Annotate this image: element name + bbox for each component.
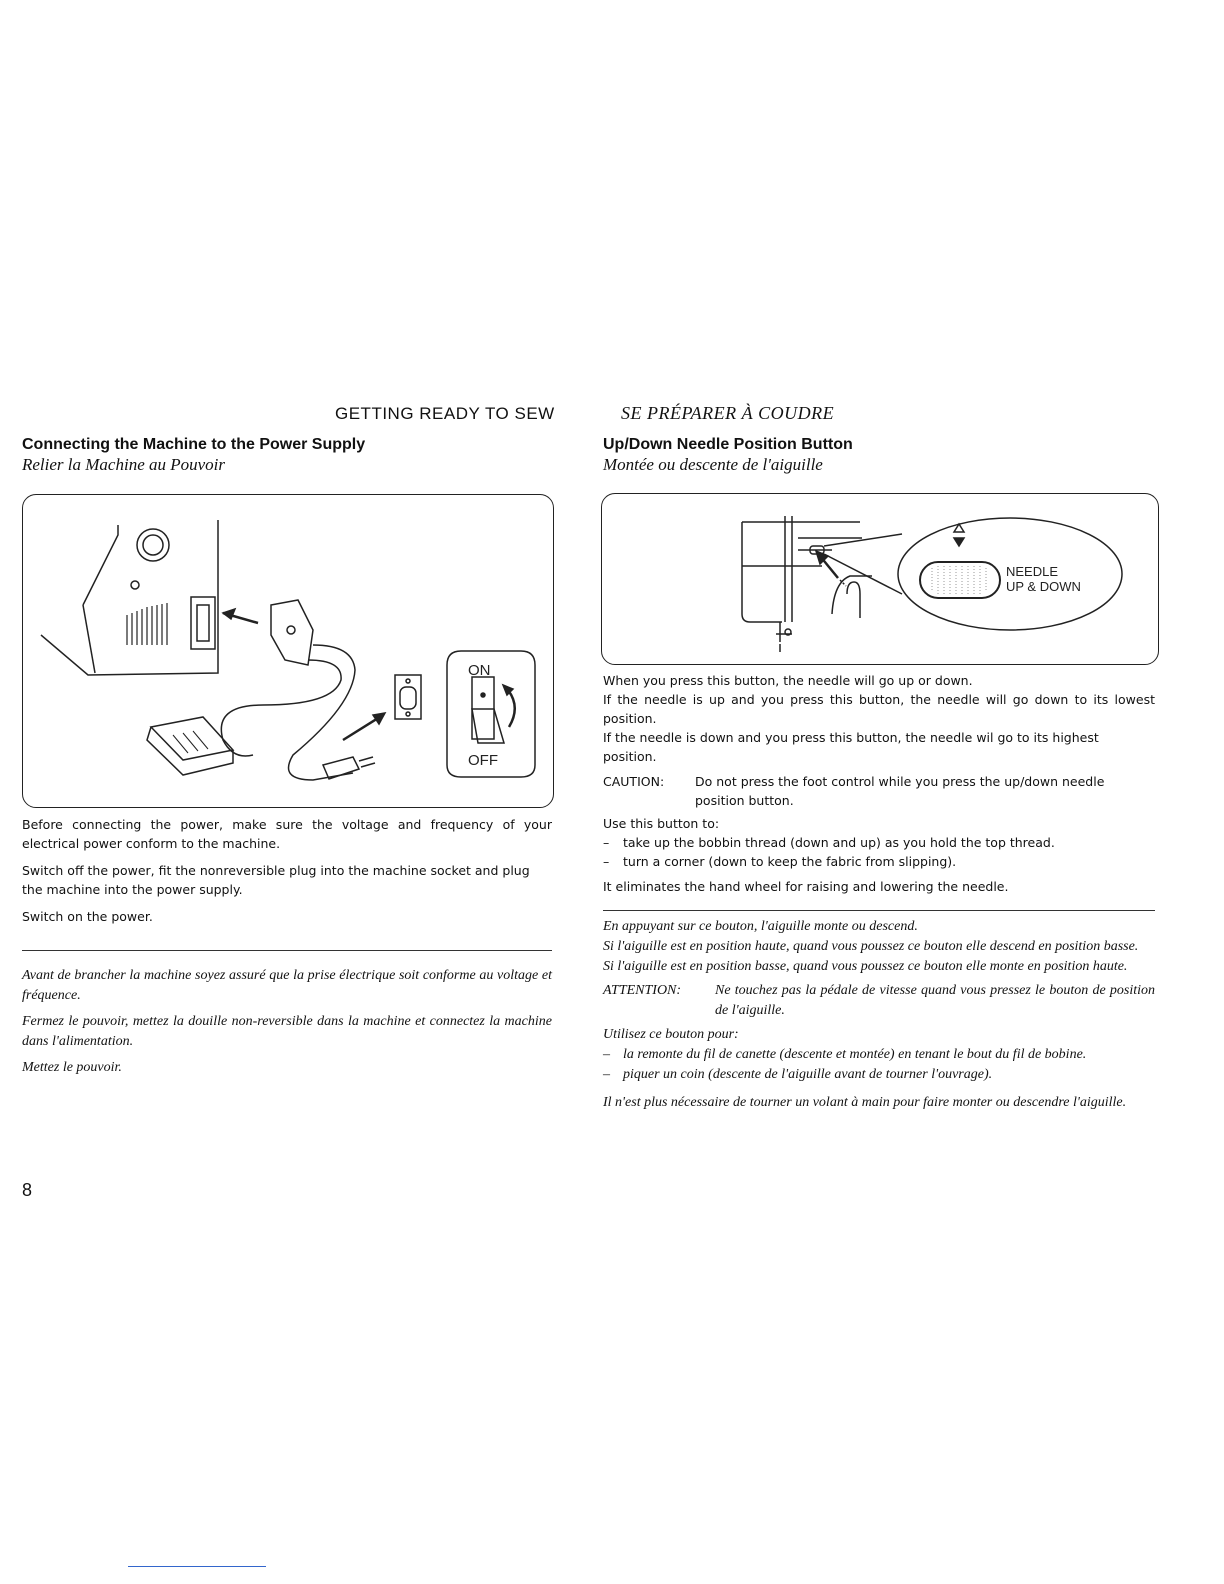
paragraph: Mettez le pouvoir. (22, 1060, 122, 1075)
power-supply-heading (22, 436, 562, 475)
paragraph: Switch off the power, fit the nonreversible plug into the machine socket and plug the machine into the power supply. (22, 863, 530, 897)
paragraph: If the needle is down and you press this button, the needle wil go to its highest position. (603, 730, 1099, 764)
needle-instructions-en (603, 671, 1155, 896)
list-item-text: piquer un coin (descente de l'aiguille avant de tourner l'ouvrage). (623, 1067, 993, 1082)
paragraph: Before connecting the power, make sure the voltage and frequency of your electrical power conform to the machine. (22, 817, 552, 851)
power-supply-heading-en: Connecting the Machine to the Power Supply (22, 436, 366, 453)
list-dash: – (603, 1067, 610, 1082)
button-texture (932, 566, 986, 594)
divider (22, 950, 552, 951)
list-item-text: take up the bobbin thread (down and up) as you hold the top thread. (623, 835, 1055, 850)
switch-on-label: ON (468, 662, 491, 679)
section-title-fr: SE PRÉPARER À COUDRE (621, 403, 835, 423)
down-arrow-icon (954, 538, 964, 546)
screw-icon (131, 581, 139, 589)
needle-button-figure (601, 493, 1159, 665)
machine-plug-icon (271, 600, 313, 665)
needle-button-heading-en: Up/Down Needle Position Button (603, 436, 853, 453)
foot-control-cord (221, 660, 341, 756)
machine-head-outline (742, 522, 782, 622)
paragraph: It eliminates the hand wheel for raising and lowering the needle. (603, 879, 1009, 894)
caution-label: CAUTION: (603, 774, 665, 789)
paragraph: En appuyant sur ce bouton, l'aiguille monte ou descend. (603, 919, 918, 934)
button-label-up-down: UP & DOWN (1006, 579, 1081, 594)
list-dash: – (603, 1047, 610, 1062)
switch-off-label: OFF (468, 752, 498, 769)
list-item (603, 852, 1155, 871)
divider (603, 910, 1155, 911)
wall-plug-icon (323, 757, 359, 779)
list-item (603, 1065, 1155, 1085)
list-item (603, 1045, 1155, 1065)
vent-grille-icon (127, 603, 167, 645)
button-label-needle: NEEDLE (1006, 564, 1059, 579)
power-instructions-en (22, 815, 552, 926)
power-connection-figure (22, 494, 554, 808)
foot-control-icon (151, 717, 233, 760)
paragraph: If the needle is up and you press this button, the needle will go down to its lowest position. (603, 692, 1155, 726)
power-supply-heading-fr: Relier la Machine au Pouvoir (22, 455, 226, 474)
page-number: 8 (22, 1180, 33, 1200)
paragraph: When you press this button, the needle will go up or down. (603, 673, 973, 688)
power-instructions-fr (22, 966, 552, 1078)
paragraph: Il n'est plus nécessaire de tourner un volant à main pour faire monter ou descendre l'aiguille. (603, 1095, 1127, 1110)
paragraph: Si l'aiguille est en position basse, quand vous poussez ce bouton elle monte en position haute. (603, 959, 1128, 974)
list-dash: – (603, 854, 610, 869)
machine-outline (83, 525, 118, 605)
needle-button-heading (603, 436, 1163, 475)
finger-icon (847, 582, 860, 618)
paragraph: Avant de brancher la machine soyez assuré que la prise électrique soit conforme au voltage et fréquence. (22, 968, 552, 1003)
list-dash: – (603, 835, 610, 850)
paragraph: Use this button to: (603, 816, 720, 831)
needle-icon (776, 622, 792, 652)
switch-arrow-icon (508, 690, 515, 727)
hand-wheel-icon (137, 529, 169, 561)
caution-note (603, 772, 1155, 810)
list-item-text: turn a corner (down to keep the fabric from slipping). (623, 854, 957, 869)
needle-instructions-fr (603, 917, 1155, 1113)
paragraph: Utilisez ce bouton pour: (603, 1027, 739, 1042)
section-title-en: GETTING READY TO SEW (335, 404, 555, 423)
needle-button-heading-fr: Montée ou descente de l'aiguille (603, 455, 823, 474)
paragraph: Fermez le pouvoir, mettez la douille non-reversible dans la machine et connectez la machine dans l'alimentation. (22, 1014, 552, 1049)
paragraph: Si l'aiguille est en position haute, quand vous poussez ce bouton elle descend en position basse. (603, 939, 1139, 954)
caution-text: Do not press the foot control while you press the up/down needle position button. (695, 774, 1105, 808)
attention-text: Ne touchez pas la pédale de vitesse quand vous pressez le bouton de position de l'aiguille. (715, 983, 1155, 1018)
list-item-text: la remonte du fil de canette (descente et montée) en tenant le bout du fil de bobine. (623, 1047, 1087, 1062)
list-item (603, 833, 1155, 852)
attention-label: ATTENTION: (603, 983, 682, 998)
paragraph: Switch on the power. (22, 909, 153, 924)
footnote-rule (128, 1566, 266, 1567)
attention-note (603, 981, 1155, 1021)
